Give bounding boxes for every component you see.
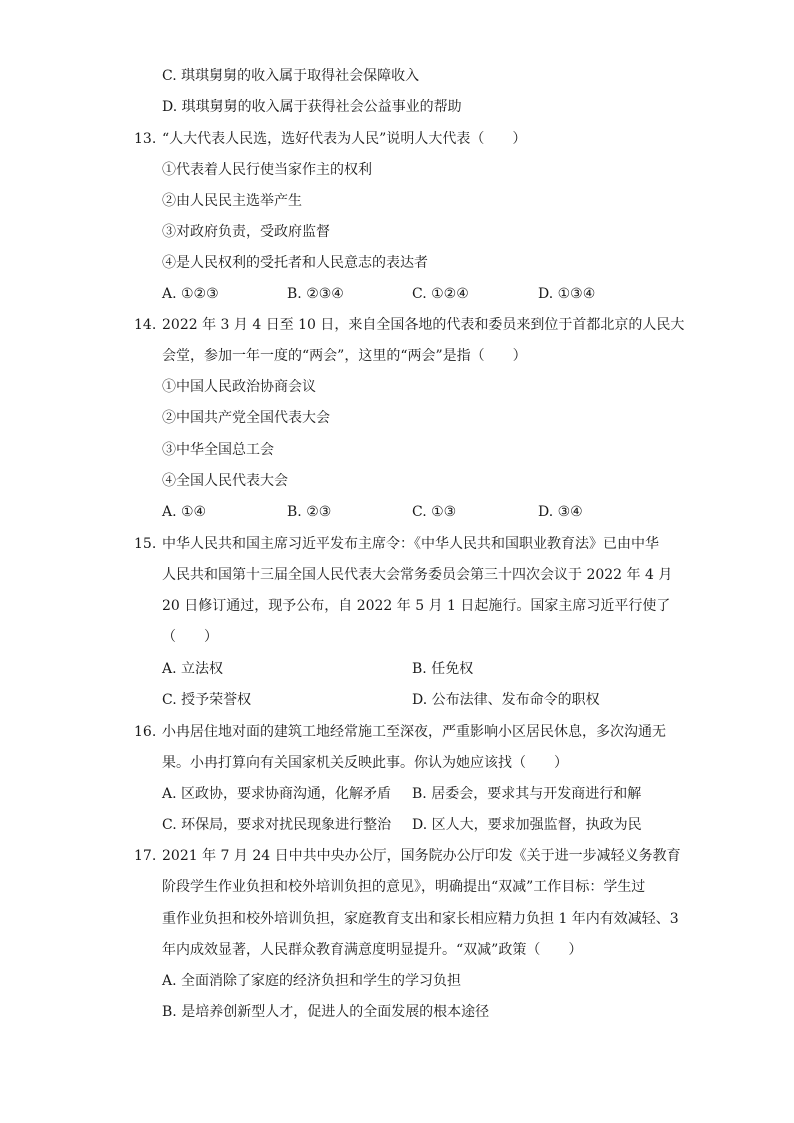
- option-b: B. 居委会，要求其与开发商进行和解: [412, 786, 642, 802]
- statement: [0, 377, 794, 397]
- options-row: [0, 284, 794, 304]
- option-line: [0, 97, 794, 117]
- question-number: 17.: [134, 848, 157, 864]
- statement: [0, 408, 794, 428]
- option-b: B. ②③: [287, 504, 332, 520]
- option-c: C. 琪琪舅舅的收入属于取得社会保障收入: [162, 68, 420, 84]
- option-a: A. ①④: [162, 504, 207, 520]
- statement-text: ①中国人民政治协商会议: [162, 379, 316, 395]
- options-row: [0, 690, 794, 710]
- stem-line: （ ）: [162, 629, 218, 645]
- statement: [0, 191, 794, 211]
- stem-line: 阶段学生作业负担和校外培训负担的意见》，明确提出“双减”工作目标：学生过: [162, 879, 646, 895]
- stem-line: 年内成效显著，人民群众教育满意度明显提升。“双减”政策（ ）: [162, 942, 583, 958]
- statement-text: ④是人民权利的受托者和人民意志的表达者: [162, 255, 428, 271]
- statement: [0, 253, 794, 273]
- statement-text: ③中华全国总工会: [162, 442, 274, 458]
- statement: [0, 222, 794, 242]
- options-row: [0, 815, 794, 835]
- question-number: 16.: [134, 724, 157, 740]
- option-c: C. ①②④: [412, 286, 469, 302]
- option-b: B. 是培养创新型人才，促进人的全面发展的根本途径: [162, 1004, 490, 1020]
- stem-line: 2022 年 3 月 4 日至 10 日，来自全国各地的代表和委员来到位于首都北京的人民大: [162, 317, 685, 333]
- statement: [0, 160, 794, 180]
- statement-text: ②中国共产党全国代表大会: [162, 410, 330, 426]
- option-line: [0, 1002, 794, 1022]
- option-c: C. 环保局，要求对扰民现象进行整治: [162, 817, 392, 833]
- option-line: [0, 971, 794, 991]
- option-c: C. ①③: [412, 504, 457, 520]
- question-number: 14.: [134, 317, 157, 333]
- stem-continuation: [0, 940, 794, 960]
- option-d: D. ③④: [538, 504, 583, 520]
- statement: [0, 440, 794, 460]
- stem-line: 中华人民共和国主席习近平发布主席令：《中华人民共和国职业教育法》已由中华: [162, 536, 659, 552]
- options-row: [0, 659, 794, 679]
- stem-line: “人大代表人民选，选好代表为人民”说明人大代表（ ）: [162, 131, 527, 147]
- statement-text: ③对政府负责，受政府监督: [162, 224, 330, 240]
- option-b: B. 任免权: [412, 661, 474, 677]
- stem-continuation: [0, 346, 794, 366]
- stem-continuation: [0, 877, 794, 897]
- option-d: D. ①③④: [538, 286, 596, 302]
- question-14-stem: [0, 315, 794, 335]
- option-b: B. ②③④: [287, 286, 344, 302]
- option-a: A. 全面消除了家庭的经济负担和学生的学习负担: [162, 973, 462, 989]
- stem-line: 重作业负担和校外培训负担，家庭教育支出和家长相应精力负担 1 年内有效减轻、3: [162, 911, 679, 927]
- option-c: C. 授予荣誉权: [162, 692, 252, 708]
- stem-continuation: [0, 627, 794, 647]
- question-number: 15.: [134, 536, 157, 552]
- option-d: D. 公布法律、发布命令的职权: [412, 692, 600, 708]
- statement-text: ①代表着人民行使当家作主的权利: [162, 162, 372, 178]
- stem-line: 2021 年 7 月 24 日中共中央办公厅，国务院办公厅印发《关于进一步减轻义务教育: [162, 848, 681, 864]
- question-17-stem: [0, 846, 794, 866]
- stem-line: 小冉居住地对面的建筑工地经常施工至深夜，严重影响小区居民休息，多次沟通无: [162, 724, 666, 740]
- question-16-stem: [0, 722, 794, 742]
- options-row: [0, 502, 794, 522]
- stem-line: 果。小冉打算向有关国家机关反映此事。你认为她应该找（ ）: [162, 755, 568, 771]
- option-line: [0, 66, 794, 86]
- option-d: D. 琪琪舅舅的收入属于获得社会公益事业的帮助: [162, 99, 462, 115]
- stem-line: 人民共和国第十三届全国人民代表大会常务委员会第三十四次会议于 2022 年 4 月: [162, 567, 673, 583]
- stem-continuation: [0, 909, 794, 929]
- stem-line: 20 日修订通过，现予公布，自 2022 年 5 月 1 日起施行。国家主席习近平行使了: [162, 598, 671, 614]
- question-number: 13.: [134, 131, 157, 147]
- option-a: A. 区政协，要求协商沟通，化解矛盾: [162, 786, 392, 802]
- stem-continuation: [0, 565, 794, 585]
- stem-continuation: [0, 596, 794, 616]
- question-13-stem: [0, 129, 794, 149]
- statement-text: ④全国人民代表大会: [162, 473, 288, 489]
- statement-text: ②由人民民主选举产生: [162, 193, 302, 209]
- options-row: [0, 784, 794, 804]
- stem-continuation: [0, 753, 794, 773]
- question-15-stem: [0, 534, 794, 554]
- option-a: A. ①②③: [162, 286, 219, 302]
- stem-line: 会堂，参加一年一度的“两会”，这里的“两会”是指（ ）: [162, 348, 527, 364]
- option-a: A. 立法权: [162, 661, 224, 677]
- statement: [0, 471, 794, 491]
- option-d: D. 区人大，要求加强监督，执政为民: [412, 817, 642, 833]
